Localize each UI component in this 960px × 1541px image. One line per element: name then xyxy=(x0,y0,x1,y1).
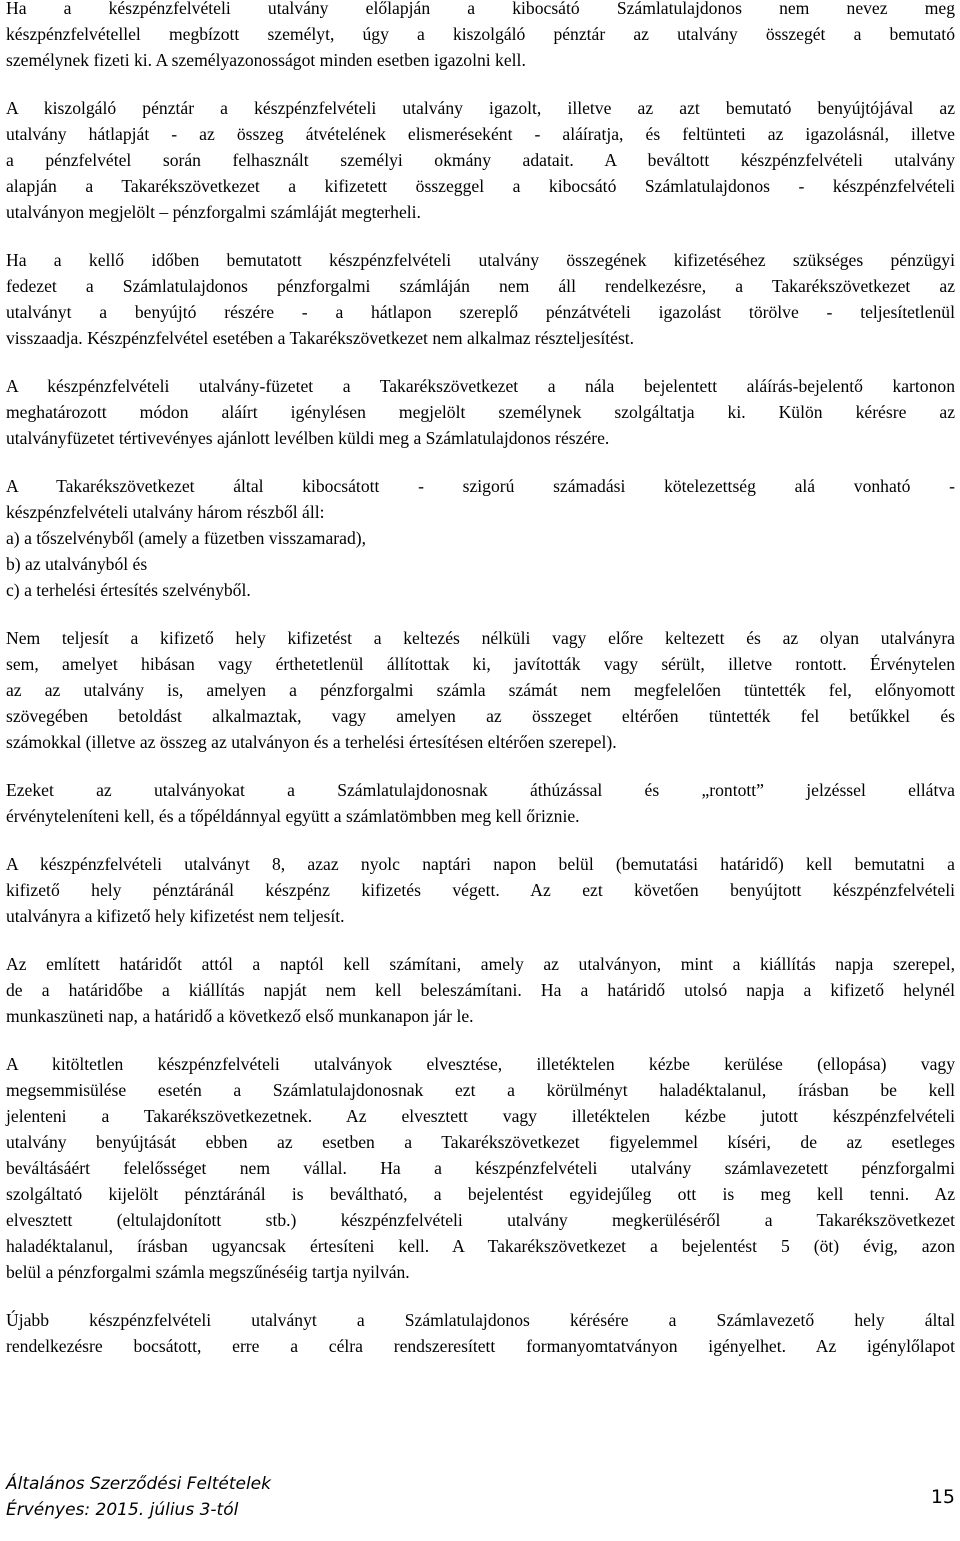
text-line: az az utalvány is, amelyen a pénzforgalmi számla számát nem megfelelően tüntették fel, előnyomott xyxy=(6,680,955,700)
text-line: A Takarékszövetkezet által kibocsátott - szigorú számadási kötelezettség alá vonható - xyxy=(6,476,955,496)
text-line: utalványt a benyújtó részére - a hátlapon szereplő pénzátvételi igazolást törölve - teljesítetlenül xyxy=(6,302,955,322)
text-line: meghatározott módon aláírt igénylésen megjelölt személynek szolgáltatja ki. Külön kérésre az xyxy=(6,402,955,422)
text-line: A kitöltetlen készpénzfelvételi utalványok elvesztése, illetéktelen kézbe kerülése (ellopása) vagy xyxy=(6,1054,955,1074)
text-line: készpénzfelvételi utalvány három részből áll: xyxy=(6,502,325,522)
text-line: A készpénzfelvételi utalványt 8, azaz nyolc naptári napon belül (bemutatási határidő) kell bemutatni a xyxy=(6,854,955,874)
text-line: jelenteni a Takarékszövetkezetnek. Az elvesztett vagy illetéktelen kézbe jutott készpénzfelvételi xyxy=(6,1106,955,1126)
footer-validity: Érvényes: 2015. július 3-tól xyxy=(6,1500,239,1520)
page-number: 15 xyxy=(930,1486,955,1508)
paragraph xyxy=(6,95,955,225)
text-line: Az említett határidőt attól a naptól kell számítani, amely az utalványon, mint a kiállítás napja szerepel, xyxy=(6,954,955,974)
paragraph-with-list xyxy=(6,473,955,603)
text-line: utalvány hátlapját - az összeg átvételének elismeréseként - aláíratja, és feltünteti az igazolásnál, illetve xyxy=(6,124,955,144)
text-line: érvényteleníteni kell, és a tőpéldánnyal együtt a számlatömbben meg kell őriznie. xyxy=(6,806,580,826)
text-line: Ha a kellő időben bemutatott készpénzfelvételi utalvány összegének kifizetéséhez szükséges pénzügyi xyxy=(6,250,955,270)
text-line: belül a pénzforgalmi számla megszűnéséig tartja nyilván. xyxy=(6,1262,410,1282)
paragraph xyxy=(6,951,955,1029)
text-line: visszaadja. Készpénzfelvétel esetében a Takarékszövetkezet nem alkalmaz részteljesítést. xyxy=(6,328,635,348)
text-line: utalvány benyújtását ebben az esetben a Takarékszövetkezet figyelemmel kíséri, de az esetleges xyxy=(6,1132,955,1152)
text-line: A kiszolgáló pénztár a készpénzfelvételi utalvány igazolt, illetve az azt bemutató benyújtójával az xyxy=(6,98,955,118)
paragraph xyxy=(6,777,955,829)
text-line: elvesztett (eltulajdonított stb.) készpénzfelvételi utalvány megkerüléséről a Takarékszövetkezet xyxy=(6,1210,955,1230)
text-line: utalványra a kifizető hely kifizetést nem teljesít. xyxy=(6,906,345,926)
text-line: haladéktalanul, írásban ugyancsak értesíteni kell. A Takarékszövetkezet a bejelentést 5 (öt) évig, azon xyxy=(6,1236,955,1256)
footer-info xyxy=(6,1471,271,1523)
list-item: c) a terhelési értesítés szelvényből. xyxy=(6,580,251,600)
paragraph xyxy=(6,625,955,755)
text-line: Újabb készpénzfelvételi utalványt a Számlatulajdonos kérésére a Számlavezető hely által xyxy=(6,1310,955,1330)
footer-title: Általános Szerződési Feltételek xyxy=(6,1474,271,1494)
text-line: utalványon megjelölt – pénzforgalmi számláját megterheli. xyxy=(6,202,421,222)
paragraph-intro xyxy=(6,473,955,525)
text-line: Ezeket az utalványokat a Számlatulajdonosnak áthúzással és „rontott” jelzéssel ellátva xyxy=(6,780,955,800)
paragraph xyxy=(6,247,955,351)
text-line: megsemmisülése esetén a Számlatulajdonosnak ezt a körülményt haladéktalanul, írásban be kell xyxy=(6,1080,955,1100)
text-line: szövegében betoldást alkalmaztak, vagy amelyen az összeget eltérően tüntették fel betűkkel és xyxy=(6,706,955,726)
text-line: beváltásáért felelősséget nem vállal. Ha a készpénzfelvételi utalvány számlavezetett pénzforgalmi xyxy=(6,1158,955,1178)
list-item: a) a tőszelvényből (amely a füzetben visszamarad), xyxy=(6,528,367,548)
paragraph xyxy=(6,1307,955,1359)
text-line: készpénzfelvétellel megbízott személyt, úgy a kiszolgáló pénztár az utalvány összegét a bemutató xyxy=(6,24,955,44)
text-line: A készpénzfelvételi utalvány-füzetet a Takarékszövetkezet a nála bejelentett aláírás-bejelentő kartonon xyxy=(6,376,955,396)
paragraph xyxy=(6,851,955,929)
text-line: a pénzfelvétel során felhasznált személyi okmány adatait. A beváltott készpénzfelvételi utalvány xyxy=(6,150,955,170)
paragraph xyxy=(6,373,955,451)
document-body xyxy=(6,0,955,1381)
text-line: számokkal (illetve az összeg az utalványon és a terhelési értesítésen eltérően szerepel). xyxy=(6,732,617,752)
text-line: kifizető hely pénztáránál készpénz kifizetés végett. Az ezt követően benyújtott készpénzfelvételi xyxy=(6,880,955,900)
page-footer xyxy=(6,1471,955,1531)
document-content xyxy=(6,0,955,1359)
text-line: de a határidőbe a kiállítás napját nem kell beleszámítani. Ha a határidő utolsó napja a kifizető helynél xyxy=(6,980,955,1000)
text-line: utalványfüzetet tértivevényes ajánlott levélben küldi meg a Számlatulajdonos részére. xyxy=(6,428,610,448)
text-line: rendelkezésre bocsátott, erre a célra rendszeresített formanyomtatványon igényelhet. Az igénylőlapot xyxy=(6,1336,955,1356)
text-line: munkaszüneti nap, a határidő a következő első munkanapon jár le. xyxy=(6,1006,474,1026)
text-line: sem, amelyet hibásan vagy érthetetlenül állítottak ki, javították vagy sérült, illetve rontott. Érvénytelen xyxy=(6,654,955,674)
text-line: alapján a Takarékszövetkezet a kifizetett összeggel a kibocsátó Számlatulajdonos - készpénzfelvételi xyxy=(6,176,955,196)
text-line: Nem teljesít a kifizető hely kifizetést a keltezés nélküli vagy előre keltezett és az olyan utalványra xyxy=(6,628,955,648)
text-line: személynek fizeti ki. A személyazonosságot minden esetben igazolni kell. xyxy=(6,50,526,70)
text-line: Ha a készpénzfelvételi utalvány előlapján a kibocsátó Számlatulajdonos nem nevez meg xyxy=(6,0,955,18)
text-line: szolgáltató kijelölt pénztáránál is beváltható, a bejelentést egyidejűleg ott is meg kell tenni. Az xyxy=(6,1184,955,1204)
list-item: b) az utalványból és xyxy=(6,554,148,574)
paragraph xyxy=(6,1051,955,1285)
text-line: fedezet a Számlatulajdonos pénzforgalmi számláján nem áll rendelkezésre, a Takarékszövetkezet az xyxy=(6,276,955,296)
paragraph xyxy=(6,0,955,73)
